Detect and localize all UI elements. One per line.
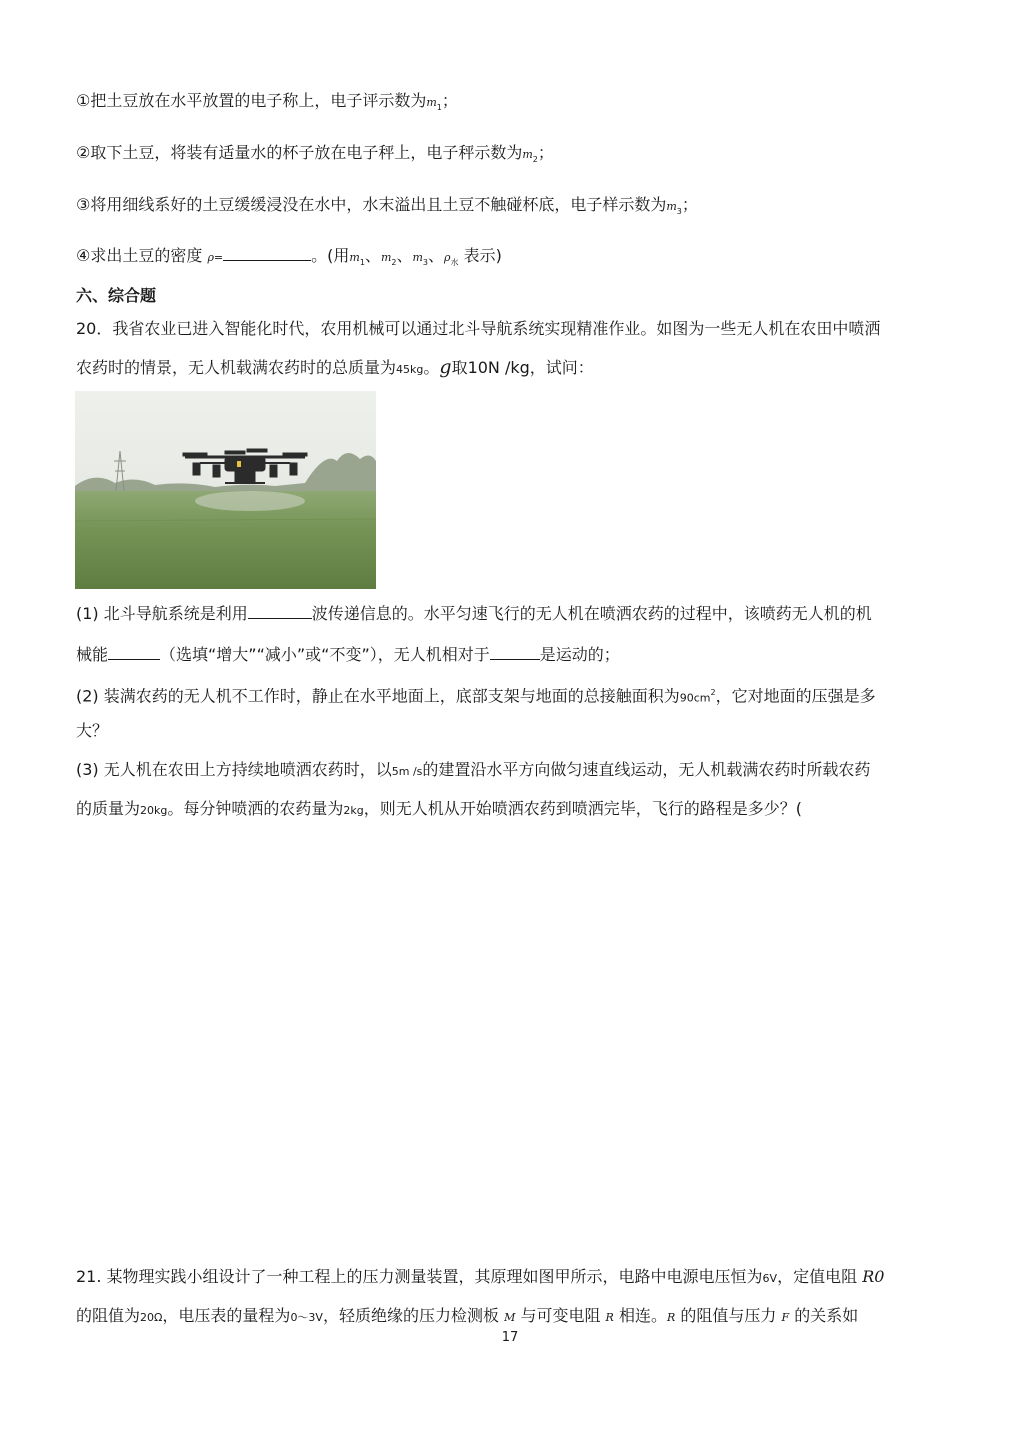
step-1-end: ； xyxy=(441,91,458,110)
q20-part-1-text: (1) 北斗导航系统是利用 xyxy=(76,604,248,623)
g-symbol: g xyxy=(439,356,452,378)
q21-voltage: 6V xyxy=(762,1272,778,1285)
q21-text-2: ，定值电阻 xyxy=(777,1267,858,1286)
step-1 xyxy=(76,90,458,119)
q20-part-3-text-2: 的质量为 xyxy=(76,799,141,818)
q20-line-2 xyxy=(76,356,594,381)
q20-mass: 45kg xyxy=(396,363,424,376)
step-3-text: ③将用细线系好的土豆缓缓浸没在水中，水末溢出且土豆不触碰杯底，电子样示数为 xyxy=(76,195,667,214)
r-symbol-2: R xyxy=(666,1311,676,1324)
q20-part-3-text: (3) 无人机在农田上方持续地喷洒农药时，以 xyxy=(76,760,392,779)
q20-speed: 5m /s xyxy=(391,765,423,778)
m3-symbol: m xyxy=(666,200,677,213)
section-heading: 六、综合题 xyxy=(76,286,157,305)
q21-text-6: 与可变电阻 xyxy=(520,1306,601,1325)
m3-sub: 3 xyxy=(676,207,682,217)
q20-part-3-text-3: 。每分钟喷洒的农药量为 xyxy=(167,799,344,818)
q20-part-3-end: ，则无人机从开始喷洒农药到喷洒完毕，飞行的路程是多少？( xyxy=(363,799,802,818)
step-4-text: ④求出土豆的密度 xyxy=(76,246,203,265)
area-exponent: 2 xyxy=(710,688,716,697)
q21-text-7: 相连。 xyxy=(618,1306,667,1325)
q20-part-1-line-1 xyxy=(76,603,872,625)
q21-text-4: ，电压表的量程为 xyxy=(162,1306,291,1325)
step-4 xyxy=(76,245,502,274)
m2-ref: m xyxy=(380,251,392,264)
answer-blank-energy[interactable] xyxy=(108,645,160,660)
m3-ref-sub: 3 xyxy=(422,258,429,268)
q21-line-1 xyxy=(76,1266,884,1290)
q20-part-3-line-2 xyxy=(76,798,802,822)
answer-space[interactable] xyxy=(76,830,946,1250)
q20-line-2-end: 取10N /kg，试问： xyxy=(451,358,594,377)
q20-spray-rate: 2kg xyxy=(343,804,364,817)
q20-part-1-text-2: 械能 xyxy=(76,645,109,664)
separator: 、 xyxy=(364,246,381,265)
separator: 、 xyxy=(428,246,445,265)
q21-text-9: 的关系如 xyxy=(794,1306,859,1325)
m1-ref-sub: 1 xyxy=(359,258,365,268)
q20-period: 。 xyxy=(423,358,440,377)
q21-voltmeter-range: 0～3V xyxy=(290,1311,323,1324)
q20-part-2-line-1 xyxy=(76,682,876,709)
rho-water-ref: ρ xyxy=(444,251,451,264)
step-2-end: ； xyxy=(537,143,554,162)
m2-symbol: m xyxy=(522,148,533,161)
answer-blank-reference[interactable] xyxy=(490,645,540,660)
page-number: 17 xyxy=(501,1330,519,1345)
drone-field-image xyxy=(75,391,376,589)
q21-line-2 xyxy=(76,1305,858,1329)
r0-symbol: R0 xyxy=(862,1267,885,1286)
q20-part-3-line-1 xyxy=(76,759,870,783)
m2-ref-sub: 2 xyxy=(391,258,397,268)
m2-sub: 2 xyxy=(532,155,538,165)
q20-part-1-cont: 波传递信息的。水平匀速飞行的无人机在喷洒农药的过程中，该喷药无人机的机 xyxy=(311,604,872,623)
step-3 xyxy=(76,194,698,223)
separator: 、 xyxy=(396,246,413,265)
step-3-end: ； xyxy=(681,195,698,214)
q20-part-2-cont: ，它对地面的压强是多 xyxy=(715,686,876,706)
answer-blank-density[interactable] xyxy=(223,246,311,261)
step-2-text: ②取下土豆，将装有适量水的杯子放在电子秤上，电子秤示数为 xyxy=(76,143,523,162)
m1-sub: 1 xyxy=(436,103,442,113)
q21-text-5: ，轻质绝缘的压力检测板 xyxy=(322,1306,499,1325)
q20-part-3-cont: 的建置沿水平方向做匀速直线运动，无人机载满农药时所载农药 xyxy=(422,760,871,779)
rho-symbol: ρ xyxy=(207,251,214,264)
q20-part-1-line-2 xyxy=(76,644,620,666)
drone-photo xyxy=(75,391,376,589)
q20-line-1: 20．我省农业已进入智能化时代，农用机械可以通过北斗导航系统实现精准作业。如图为一些无人机在农田中喷洒 xyxy=(76,319,881,338)
q20-part-1-options: （选填“增大”“减小”或“不变”），无人机相对于 xyxy=(160,645,490,664)
rho-water-sub: 水 xyxy=(450,258,459,268)
f-symbol: F xyxy=(781,1311,790,1324)
answer-blank-wave[interactable] xyxy=(248,604,312,619)
equals-sign: = xyxy=(213,251,224,264)
step-4-post: 表示) xyxy=(463,246,502,265)
step-2 xyxy=(76,142,554,171)
step-1-text: ①把土豆放在水平放置的电子称上，电子评示数为 xyxy=(76,91,427,110)
q21-text-8: 的阻值与压力 xyxy=(680,1306,777,1325)
q20-part-1-end: 是运动的； xyxy=(539,645,620,664)
m1-symbol: m xyxy=(426,96,437,109)
q21-text-3: 的阻值为 xyxy=(76,1306,141,1325)
q20-part-2-text: (2) 装满农药的无人机不工作时，静止在水平地面上，底部支架与地面的总接触面积为 xyxy=(76,686,680,706)
m3-ref: m xyxy=(412,251,423,264)
m1-ref: m xyxy=(349,251,360,264)
q20-area: 90cm xyxy=(679,691,711,705)
q21-text: 21. 某物理实践小组设计了一种工程上的压力测量装置，其原理如图甲所示，电路中电源电压恒为 xyxy=(76,1267,763,1286)
m-plate-symbol: M xyxy=(504,1311,516,1324)
q20-pesticide-mass: 20kg xyxy=(140,804,168,817)
q20-part-2-line-2: 大？ xyxy=(76,721,109,740)
q21-r0-value: 20Ω xyxy=(140,1311,163,1324)
r-symbol: R xyxy=(605,1311,614,1324)
q20-line-2-text: 农药时的情景，无人机载满农药时的总质量为 xyxy=(76,358,397,377)
step-4-mid: 。(用 xyxy=(311,246,350,265)
